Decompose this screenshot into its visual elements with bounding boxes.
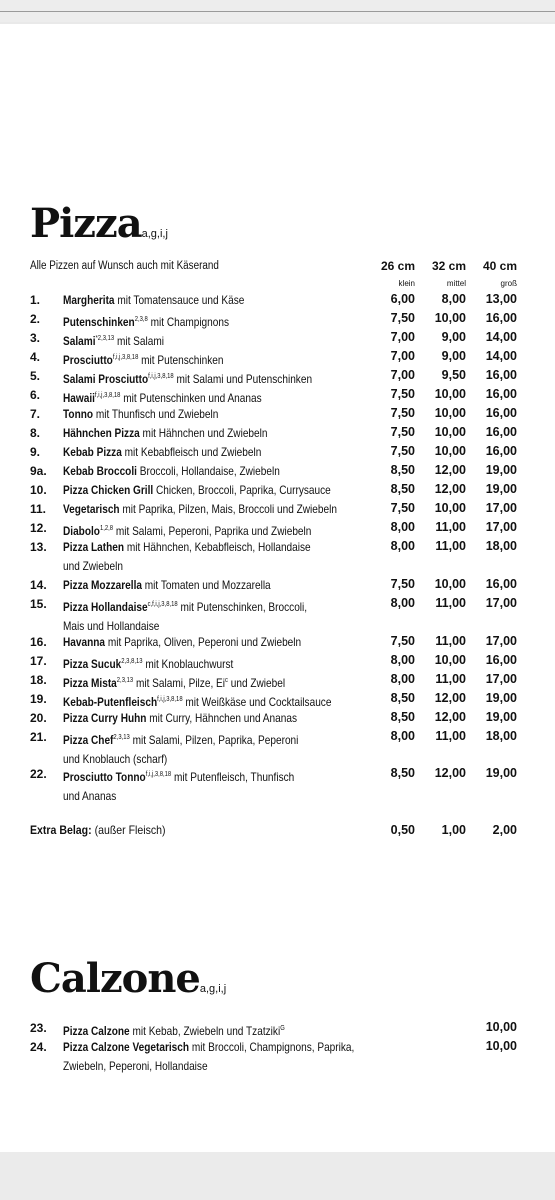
item-desc-text: Broccoli, Hollandaise, Zwiebeln xyxy=(136,464,280,478)
allergen-codes: 1,2,8 xyxy=(99,525,114,532)
item-number: 4. xyxy=(30,350,41,364)
item-number: 19. xyxy=(30,692,47,706)
item-name: Diabolo xyxy=(63,524,100,538)
item-price: 12,00 xyxy=(434,691,466,705)
item-name: Pizza Mozzarella xyxy=(63,578,142,592)
item-price: 10,00 xyxy=(434,387,466,401)
item-name: Vegetarisch xyxy=(63,502,120,516)
item-price: 7,50 xyxy=(390,577,415,591)
item-number: 23. xyxy=(30,1021,47,1035)
item-description xyxy=(63,424,340,443)
item-name: Hähnchen Pizza xyxy=(63,426,140,440)
item-number: 13. xyxy=(30,540,47,554)
item-price: 16,00 xyxy=(485,387,517,401)
item-desc-text: mit Kebab, Zwiebeln und Tzatziki xyxy=(129,1024,281,1038)
allergen-codes: f,i,j,3,8,18 xyxy=(112,354,139,361)
item-desc-line2: und Knoblauch (scharf) xyxy=(63,752,168,766)
item-price: 9,00 xyxy=(441,349,466,363)
item-price: 19,00 xyxy=(485,691,517,705)
calzone-title-text: Calzone xyxy=(30,955,200,1002)
item-desc-text: mit Curry, Hähnchen und Ananas xyxy=(146,711,298,725)
item-name: Salami Prosciutto xyxy=(63,372,149,386)
item-name: Salami xyxy=(63,334,96,348)
item-number: 12. xyxy=(30,521,47,535)
item-description xyxy=(63,500,340,519)
item-description xyxy=(63,633,340,652)
item-desc-line2: Mais und Hollandaise xyxy=(63,619,160,633)
item-price: 19,00 xyxy=(485,482,517,496)
item-desc-text: mit Paprika, Pilzen, Mais, Broccoli und Zwiebeln xyxy=(119,502,337,516)
item-price: 8,50 xyxy=(390,482,415,496)
size-label: groß xyxy=(500,279,517,288)
item-price: 8,00 xyxy=(390,672,415,686)
item-name: Hawaii xyxy=(63,391,95,405)
item-price: 10,00 xyxy=(434,406,466,420)
item-price: 19,00 xyxy=(485,766,517,780)
item-price: 11,00 xyxy=(435,729,466,743)
item-price: 14,00 xyxy=(485,330,517,344)
item-price: 16,00 xyxy=(485,425,517,439)
size-label: mittel xyxy=(446,279,466,288)
item-desc-text: mit Paprika, Oliven, Peperoni und Zwiebeln xyxy=(105,635,302,649)
allergen-codes: f,i,j,3,8,18 xyxy=(145,771,172,778)
item-number: 18. xyxy=(30,673,47,687)
item-price: 8,00 xyxy=(390,653,415,667)
item-description xyxy=(63,728,340,769)
item-price: 7,00 xyxy=(390,349,415,363)
item-price: 8,00 xyxy=(390,596,415,610)
allergen-codes: 2,3,8,13 xyxy=(121,658,143,665)
browser-bottom-bar xyxy=(0,1152,555,1200)
item-desc-line2: und Zwiebeln xyxy=(63,559,123,573)
item-price: 10,00 xyxy=(485,1020,517,1034)
size-header: 40 cm xyxy=(482,259,517,273)
item-price: 11,00 xyxy=(435,596,466,610)
allergen-codes: 2,3,13 xyxy=(113,734,130,741)
item-name: Pizza Calzone Vegetarisch xyxy=(63,1040,190,1054)
calzone-title xyxy=(30,955,226,1002)
item-price: 7,50 xyxy=(390,444,415,458)
adjacent-page-edge xyxy=(541,225,555,245)
item-number: 20. xyxy=(30,711,47,725)
item-description xyxy=(63,291,340,310)
item-price: 17,00 xyxy=(485,501,517,515)
item-desc-text: mit Putenschinken, Broccoli, xyxy=(177,600,308,614)
item-price: 19,00 xyxy=(485,463,517,477)
item-number: 7. xyxy=(30,407,41,421)
allergen-codes: G xyxy=(280,1025,285,1032)
item-price: 6,00 xyxy=(390,292,415,306)
item-price: 10,00 xyxy=(434,311,466,325)
pizza-title-text: Pizza xyxy=(30,200,142,247)
item-price: 7,00 xyxy=(390,368,415,382)
allergen-codes: f,i,j,3,8,18 xyxy=(148,373,174,380)
item-desc-text: mit Hähnchen und Zwiebeln xyxy=(139,426,268,440)
item-desc-text: mit Salami, Pilzen, Paprika, Peperoni xyxy=(129,733,299,747)
item-desc-text: Chicken, Broccoli, Paprika, Currysauce xyxy=(153,483,331,497)
item-price: 16,00 xyxy=(485,653,517,667)
item-desc-text: mit Putenfleisch, Thunfisch xyxy=(171,770,295,784)
item-price: 7,00 xyxy=(390,330,415,344)
item-desc-text: und Zwiebel xyxy=(227,676,286,690)
item-price: 7,50 xyxy=(390,311,415,325)
item-desc-line2: Zwiebeln, Peperoni, Hollandaise xyxy=(63,1059,208,1073)
item-number: 17. xyxy=(30,654,47,668)
allergen-codes: f,i,j,3,8,18 xyxy=(157,696,183,703)
item-number: 9. xyxy=(30,445,41,459)
item-desc-text: mit Salami xyxy=(114,334,164,348)
item-number: 16. xyxy=(30,635,47,649)
item-name: Pizza Mista xyxy=(63,676,117,690)
item-desc-text: mit Champignons xyxy=(147,315,230,329)
extra-note: (außer Fleisch) xyxy=(94,823,166,837)
item-number: 3. xyxy=(30,331,41,345)
calzone-allergens: a,g,i,j xyxy=(199,983,227,995)
allergen-codes: c xyxy=(225,677,228,684)
item-name: Pizza Sucuk xyxy=(63,657,122,671)
item-price: 10,00 xyxy=(434,501,466,515)
item-name: Pizza Chef xyxy=(63,733,114,747)
item-price: 8,50 xyxy=(390,710,415,724)
item-desc-text: mit Putenschinken xyxy=(138,353,224,367)
item-price: 11,00 xyxy=(435,672,466,686)
item-price: 8,50 xyxy=(390,463,415,477)
item-number: 2. xyxy=(30,312,41,326)
item-price: 12,00 xyxy=(434,766,466,780)
item-price: 14,00 xyxy=(485,349,517,363)
item-price: 13,00 xyxy=(485,292,517,306)
allergen-codes: f,i,j,3,8,18 xyxy=(94,392,121,399)
item-name: Havanna xyxy=(63,635,106,649)
item-desc-text: mit Knoblauchwurst xyxy=(142,657,234,671)
item-number: 8. xyxy=(30,426,41,440)
item-price: 16,00 xyxy=(485,444,517,458)
item-desc-line2: und Ananas xyxy=(63,789,117,803)
item-price: 16,00 xyxy=(485,368,517,382)
extra-price: 2,00 xyxy=(492,823,517,837)
item-description xyxy=(63,595,340,636)
item-description xyxy=(63,538,340,576)
item-price: 10,00 xyxy=(434,444,466,458)
extra-price: 1,00 xyxy=(441,823,466,837)
pizza-allergens: a,g,i,j xyxy=(141,228,168,240)
item-number: 21. xyxy=(30,730,47,744)
item-name: Pizza Calzone xyxy=(63,1024,130,1038)
item-name: Prosciutto Tonno xyxy=(63,770,146,784)
size-label: klein xyxy=(398,279,415,288)
item-desc-text: mit Thunfisch und Zwiebeln xyxy=(93,407,219,421)
item-price: 8,50 xyxy=(390,766,415,780)
item-price: 12,00 xyxy=(434,710,466,724)
item-name: Pizza Curry Huhn xyxy=(63,711,147,725)
item-price: 17,00 xyxy=(485,596,517,610)
item-description xyxy=(63,481,340,500)
item-price: 11,00 xyxy=(435,539,466,553)
item-price: 11,00 xyxy=(435,520,466,534)
item-price: 8,00 xyxy=(390,539,415,553)
item-price: 7,50 xyxy=(390,387,415,401)
item-name: Pizza Lathen xyxy=(63,540,125,554)
item-name: Margherita xyxy=(63,293,115,307)
item-price: 18,00 xyxy=(485,539,517,553)
item-description xyxy=(63,709,340,728)
item-price: 8,00 xyxy=(441,292,466,306)
item-price: 17,00 xyxy=(485,634,517,648)
item-price: 16,00 xyxy=(485,311,517,325)
item-price: 10,00 xyxy=(434,577,466,591)
item-description xyxy=(63,462,340,481)
item-price: 9,00 xyxy=(441,330,466,344)
item-price: 19,00 xyxy=(485,710,517,724)
item-price: 7,50 xyxy=(390,425,415,439)
item-name: Pizza Chicken Grill xyxy=(63,483,154,497)
item-desc-text: mit Weißkäse und Cocktailsauce xyxy=(182,695,332,709)
item-desc-text: mit Hähnchen, Kebabfleisch, Hollandaise xyxy=(124,540,311,554)
item-price: 8,50 xyxy=(390,691,415,705)
item-number: 22. xyxy=(30,767,47,781)
item-desc-text: mit Salami, Peperoni, Paprika und Zwiebeln xyxy=(113,524,312,538)
pizza-title xyxy=(30,200,168,247)
item-price: 7,50 xyxy=(390,501,415,515)
item-number: 9a. xyxy=(30,464,47,478)
item-name: Kebab Pizza xyxy=(63,445,122,459)
item-price: 16,00 xyxy=(485,577,517,591)
item-price: 9,50 xyxy=(441,368,466,382)
item-name: Tonno xyxy=(63,407,94,421)
item-number: 5. xyxy=(30,369,41,383)
item-price: 18,00 xyxy=(485,729,517,743)
item-number: 15. xyxy=(30,597,47,611)
item-price: 16,00 xyxy=(485,406,517,420)
item-description xyxy=(63,1038,382,1076)
item-price: 10,00 xyxy=(434,653,466,667)
item-desc-text: mit Kebabfleisch und Zwiebeln xyxy=(121,445,262,459)
item-desc-text: mit Putenschinken und Ananas xyxy=(120,391,262,405)
item-description xyxy=(63,443,340,462)
item-description xyxy=(63,405,340,424)
extra-label: Extra Belag: xyxy=(30,823,92,837)
item-desc-text: mit Tomatensauce und Käse xyxy=(114,293,245,307)
item-price: 8,00 xyxy=(390,520,415,534)
item-price: 10,00 xyxy=(485,1039,517,1053)
item-price: 10,00 xyxy=(434,425,466,439)
top-divider xyxy=(0,11,555,12)
item-desc-text: mit Broccoli, Champignons, Paprika, xyxy=(189,1040,355,1054)
size-header: 26 cm xyxy=(380,259,415,273)
item-number: 14. xyxy=(30,578,47,592)
item-name: Putenschinken xyxy=(63,315,135,329)
item-price: 12,00 xyxy=(434,463,466,477)
item-number: 1. xyxy=(30,293,41,307)
item-price: 11,00 xyxy=(435,634,466,648)
allergen-codes: 2,3,8 xyxy=(134,316,148,323)
item-price: 17,00 xyxy=(485,672,517,686)
extra-topping-label xyxy=(30,823,166,837)
item-description xyxy=(63,576,340,595)
item-number: 24. xyxy=(30,1040,47,1054)
item-price: 8,00 xyxy=(390,729,415,743)
item-desc-text: mit Salami und Putenschinken xyxy=(173,372,313,386)
item-name: Pizza Hollandaise xyxy=(63,600,148,614)
item-price: 12,00 xyxy=(434,482,466,496)
allergen-codes: *2,3,13 xyxy=(95,335,115,342)
item-name: Kebab-Putenfleisch xyxy=(63,695,158,709)
item-price: 17,00 xyxy=(485,520,517,534)
pizza-intro: Alle Pizzen auf Wunsch auch mit Käserand xyxy=(30,260,219,272)
item-number: 10. xyxy=(30,483,47,497)
item-name: Kebab Broccoli xyxy=(63,464,137,478)
item-price: 7,50 xyxy=(390,406,415,420)
extra-price: 0,50 xyxy=(390,823,415,837)
item-number: 6. xyxy=(30,388,41,402)
allergen-codes: 2,3,13 xyxy=(116,677,134,684)
item-price: 7,50 xyxy=(390,634,415,648)
item-desc-text: mit Salami, Pilze, Ei xyxy=(133,676,226,690)
item-desc-text: mit Tomaten und Mozzarella xyxy=(141,578,271,592)
size-header: 32 cm xyxy=(431,259,466,273)
item-description xyxy=(63,765,340,806)
item-name: Prosciutto xyxy=(63,353,113,367)
item-number: 11. xyxy=(30,502,47,516)
allergen-codes: c,f,i,j,3,8,18 xyxy=(147,601,178,608)
